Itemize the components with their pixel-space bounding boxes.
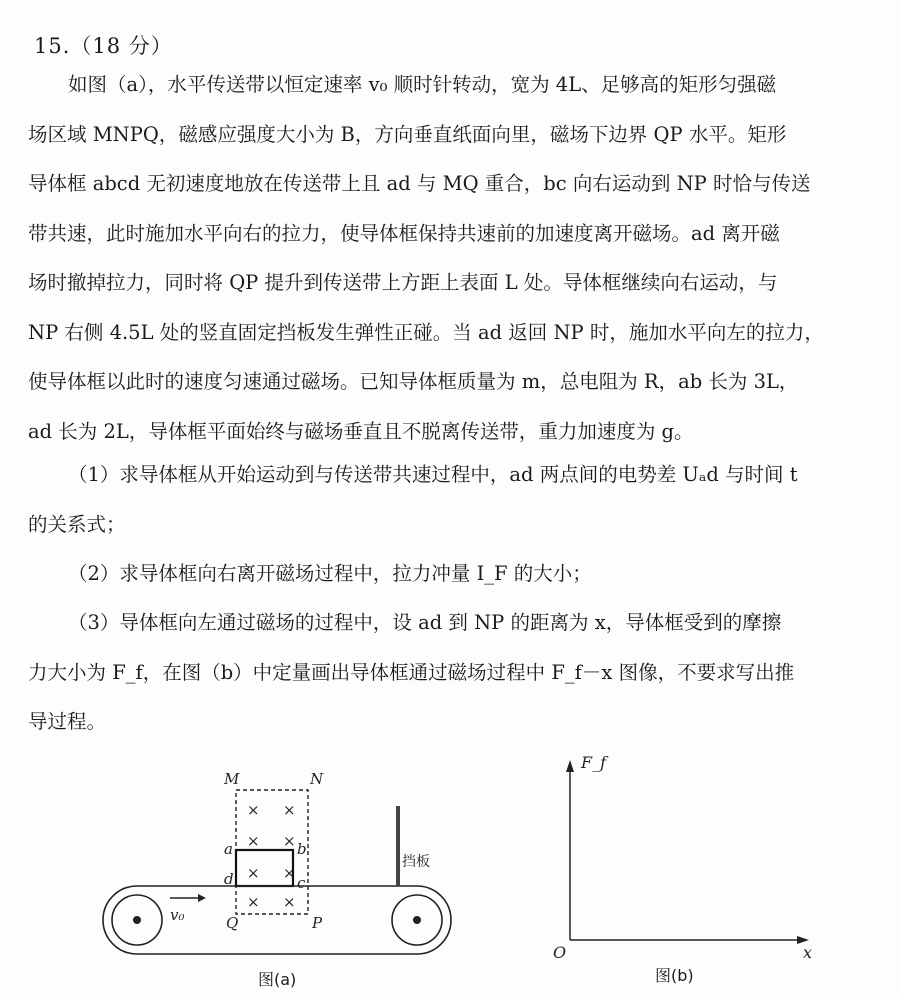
- y-axis-label: F_f: [581, 753, 607, 772]
- question-1-line: （1）求导体框从开始运动到与传送带共速过程中，ad 两点间的电势差 Uₐd 与时间 t: [68, 463, 798, 486]
- figure-a-diagram: [100, 762, 460, 992]
- intro-line: 场时撤掉拉力，同时将 QP 提升到传送带上方距上表面 L 处。导体框继续向右运动，与: [28, 271, 778, 294]
- label-M: M: [224, 770, 240, 788]
- field-cross: ×: [247, 801, 260, 819]
- label-a: a: [224, 840, 233, 858]
- intro-line: 导体框 abcd 无初速度地放在传送带上且 ad 与 MQ 重合，bc 向右运动到 NP 时恰与传送: [28, 172, 811, 195]
- question-3-line: 导过程。: [28, 710, 107, 733]
- label-v0: v₀: [170, 906, 185, 924]
- figure-b-caption: 图(b): [655, 966, 694, 985]
- field-marks: [247, 801, 296, 911]
- label-N: N: [310, 770, 324, 788]
- label-P: P: [312, 914, 323, 932]
- question-3-line: （3）导体框向左通过磁场的过程中，设 ad 到 NP 的距离为 x，导体框受到的摩擦: [68, 611, 782, 634]
- intro-line: 使导体框以此时的速度匀速通过磁场。已知导体框质量为 m，总电阻为 R，ab 长为 3L，: [28, 370, 799, 393]
- question-1-line: 的关系式；: [28, 512, 126, 536]
- field-cross: ×: [247, 893, 260, 911]
- intro-line: 如图（a），水平传送带以恒定速率 v₀ 顺时针转动，宽为 4L、足够高的矩形匀强磁: [68, 73, 777, 96]
- x-axis-label: x: [803, 943, 813, 962]
- field-cross: ×: [283, 832, 296, 850]
- field-cross: ×: [247, 864, 260, 882]
- intro-line: NP 右侧 4.5L 处的竖直固定挡板发生弹性正碰。当 ad 返回 NP 时，施加水平向左的拉力，: [28, 320, 824, 344]
- field-cross: ×: [247, 832, 260, 850]
- intro-line: 带共速，此时施加水平向右的拉力，使导体框保持共速前的加速度离开磁场。ad 离开磁: [28, 221, 780, 245]
- barrier: [396, 806, 400, 886]
- figure-a-caption: 图(a): [258, 970, 297, 989]
- figure-b: [545, 750, 845, 985]
- intro-line: ad 长为 2L，导体框平面始终与磁场垂直且不脱离传送带，重力加速度为 g。: [28, 419, 694, 443]
- intro-line: 场区域 MNPQ，磁感应强度大小为 B，方向垂直纸面向里，磁场下边界 QP 水平。矩形: [28, 122, 787, 146]
- conveyor-belt: [103, 886, 451, 954]
- barrier-label: 挡板: [402, 854, 430, 870]
- label-c: c: [297, 874, 306, 892]
- figure-a: [100, 762, 460, 996]
- y-axis-arrow: [566, 760, 574, 772]
- label-b: b: [297, 840, 307, 858]
- velocity-arrowhead: [198, 894, 206, 902]
- question-1: [28, 450, 884, 549]
- question-3: [28, 598, 884, 747]
- label-d: d: [224, 870, 234, 888]
- label-Q: Q: [226, 914, 239, 932]
- question-2: [28, 549, 884, 599]
- origin-label: O: [553, 943, 567, 962]
- figure-b-axes: [545, 750, 845, 970]
- problem-header: 15.（18 分）: [34, 34, 173, 58]
- question-2-line: （2）求导体框向右离开磁场过程中，拉力冲量 I_F 的大小；: [68, 562, 592, 585]
- field-cross: ×: [283, 864, 296, 882]
- question-3-line: 力大小为 F_f，在图（b）中定量画出导体框通过磁场过程中 F_f－x 图像，不要求写出推: [28, 660, 795, 684]
- right-pulley-axle: [413, 916, 421, 924]
- problem-intro: [28, 60, 884, 456]
- left-pulley-axle: [133, 916, 141, 924]
- field-cross: ×: [283, 893, 296, 911]
- field-cross: ×: [283, 801, 296, 819]
